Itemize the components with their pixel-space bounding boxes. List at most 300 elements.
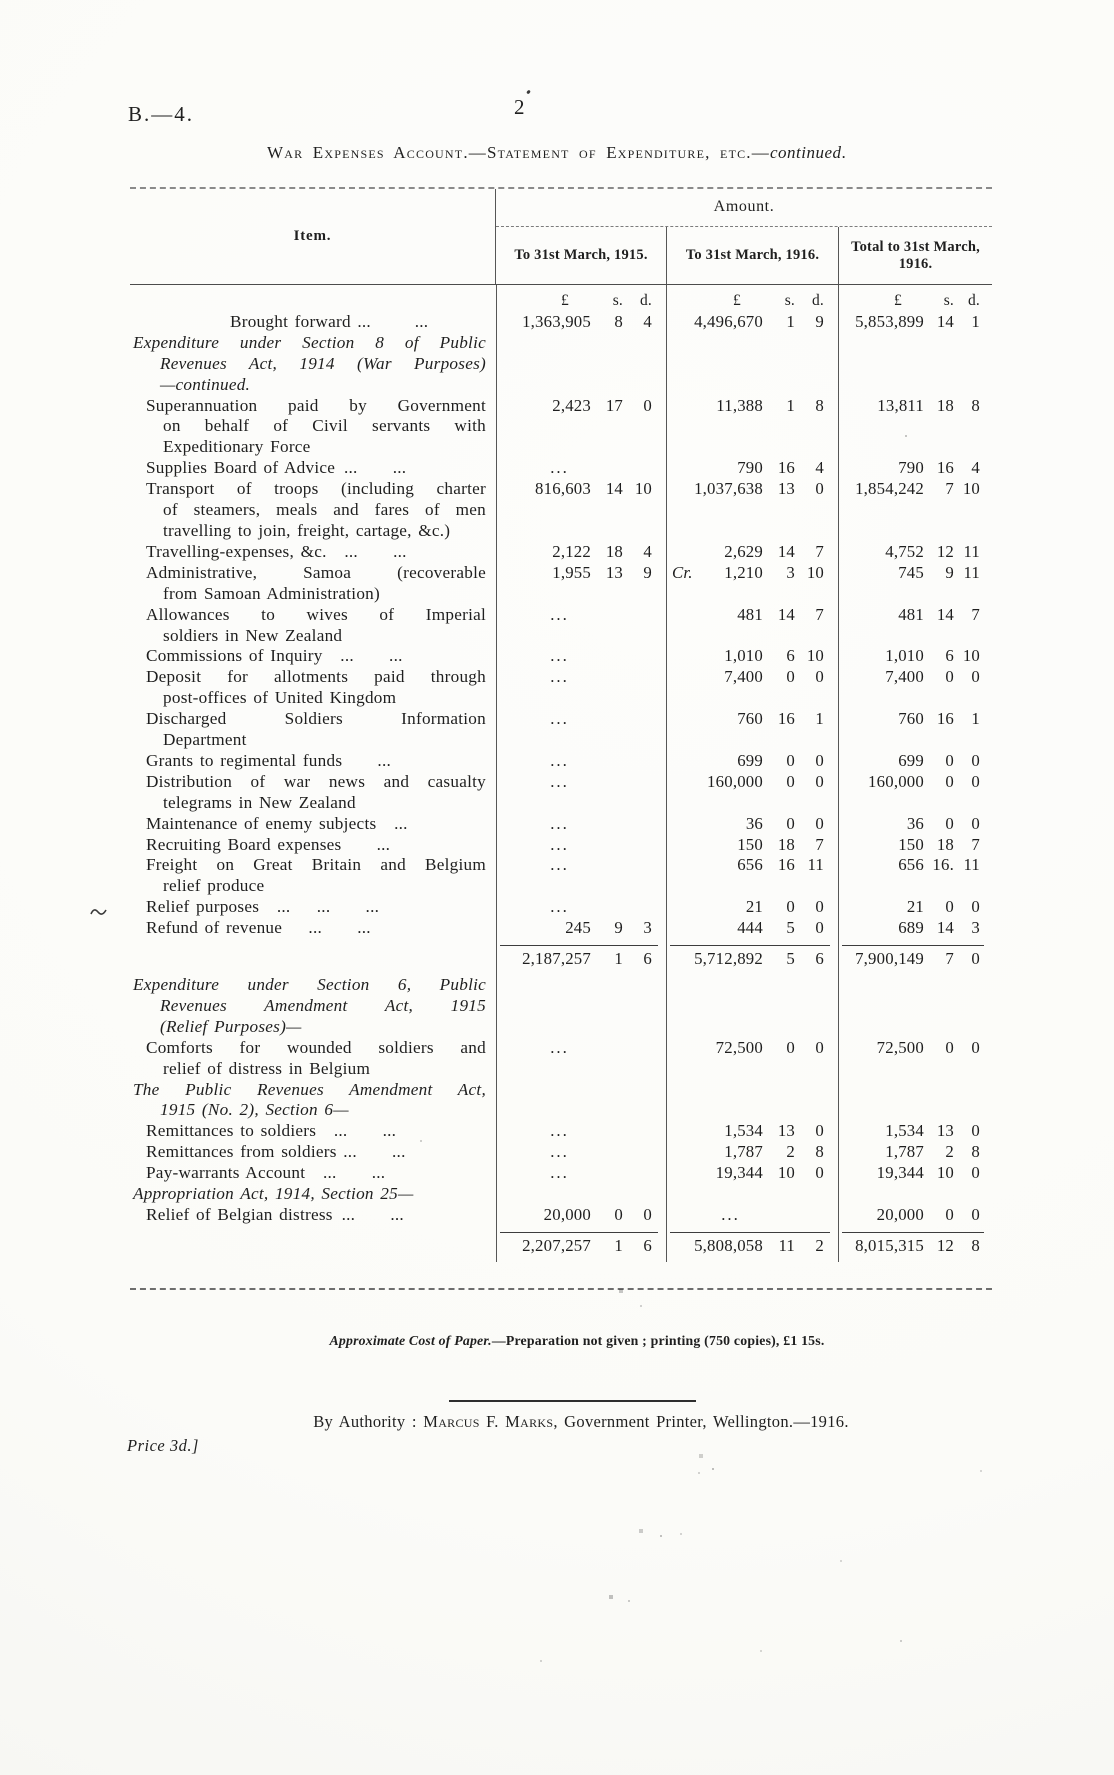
pounds: 13,811 [877,395,924,415]
page-number: 2 [514,95,525,119]
amount-cell-total [838,396,992,459]
shillings: 1 [614,949,623,969]
pence: 0 [971,667,980,687]
item-cell [130,975,496,1038]
amount-cell-1916 [666,1184,838,1205]
amount-cell-1916 [666,458,838,479]
item-cell [130,1226,496,1262]
amount-cell-1915 [496,396,666,459]
amount-value [667,709,838,730]
amount-value [839,542,992,563]
pence: 7 [971,604,980,624]
empty-amount-dots: ... [550,750,569,770]
amount-cell-1916 [666,1142,838,1163]
item-cell [130,1142,496,1163]
pence: 0 [971,1163,980,1183]
amount-cell-1915 [496,1205,666,1226]
amount-value [497,1142,666,1163]
shillings: 0 [945,1204,954,1224]
amount-value [667,1205,838,1226]
pence: 8 [971,1142,980,1162]
amount-value [839,855,992,876]
empty-amount-dots: ... [550,604,569,624]
item-text-line: Remittances to soldiers ... ... [146,1121,397,1141]
amount-cell-1916 [666,1226,838,1262]
shillings: 12 [936,541,954,561]
amount-cell-total [838,479,992,542]
price-label: Price 3d.] [127,1436,199,1455]
amount-value [667,897,838,918]
amount-cell-1916 [666,709,838,751]
item-text-line: Transport of troops (including charter [146,479,486,499]
amount-value [667,1121,838,1142]
amount-value [497,458,666,479]
item-cell [130,1184,496,1205]
pence: 0 [971,750,980,770]
pounds: 36 [906,813,924,833]
amount-value [667,918,838,939]
pounds: 760 [898,709,924,729]
amount-cell-1916 [666,312,838,333]
amount-cell-1916 [666,918,838,939]
amount-value [839,1142,992,1163]
table-row [130,709,992,751]
amount-value [839,751,992,772]
empty-amount-dots: ... [550,1142,569,1162]
amount-cell-1915 [496,1038,666,1080]
amount-value [839,396,992,417]
amount-cell-1916 [666,772,838,814]
amount-cell-total [838,939,992,975]
pounds: 1,210 [724,562,763,582]
table-row [130,479,992,542]
table-row [130,1205,992,1226]
pence: 0 [815,750,824,770]
amount-cell-1915 [496,918,666,939]
amount-value [839,772,992,793]
pounds: 444 [737,918,763,938]
amount-value [839,709,992,730]
item-text-line: soldiers in New Zealand [163,625,343,645]
table-row [130,1163,992,1184]
table-body [130,285,992,1288]
amount-cell-total [838,1142,992,1163]
item-cell [130,1080,496,1122]
amount-cell-1915 [496,333,666,396]
shillings: 7 [945,479,954,499]
table-row [130,312,992,333]
shillings: 0 [786,897,795,917]
pounds: 7,400 [885,667,924,687]
amount-value [497,814,666,835]
shillings: 7 [945,949,954,969]
pence: 0 [643,395,652,415]
amount-cell-1916 [666,814,838,835]
pounds: 1,854,242 [855,479,924,499]
pounds: 699 [898,750,924,770]
amount-cell-total [838,835,992,856]
authority-suffix: , Government Printer, Wellington.—1916. [553,1412,849,1431]
pounds: 1,955 [552,562,591,582]
item-cell [130,855,496,897]
table-row [130,285,992,312]
currency-heading [839,285,992,312]
amount-cell-total [838,1184,992,1205]
item-cell [130,1121,496,1142]
shillings: 0 [786,667,795,687]
amount-value [839,1163,992,1184]
pence: 10 [962,479,980,499]
column-header-1916: To 31st March, 1916. [666,227,838,284]
table-row [130,333,992,396]
item-text-line: telegrams in New Zealand [163,792,356,812]
table-row [130,667,992,709]
amount-cell-total [838,751,992,772]
amount-value [839,646,992,667]
amount-value [497,479,666,500]
amount-value [839,918,992,939]
pence: 6 [815,949,824,969]
table-row [130,814,992,835]
amount-cell-1915 [496,709,666,751]
amount-cell-1915 [496,1226,666,1262]
table-row [130,1121,992,1142]
item-text-line: Revenues Act, 1914 (War Purposes) [160,353,486,373]
pounds: 4,752 [885,541,924,561]
pounds: 245 [565,918,591,938]
pounds: 481 [737,604,763,624]
pounds: 20,000 [543,1204,591,1224]
amount-cell-1916 [666,605,838,647]
pounds: 1,787 [724,1142,763,1162]
amount-value [839,897,992,918]
shillings: 13 [605,562,623,582]
amount-value [667,1142,838,1163]
ink-speck [526,90,531,95]
amount-cell-1915 [496,479,666,542]
shillings: 14 [777,541,795,561]
table-row [130,772,992,814]
amount-cell-1915 [496,855,666,897]
shillings: 16. [932,855,954,875]
amount-cell-1915 [496,563,666,605]
pence: 9 [815,311,824,331]
shillings: 5 [786,918,795,938]
pence: 3 [971,918,980,938]
amount-cell-1916 [666,1038,838,1080]
pence: 0 [815,479,824,499]
amount-cell-1915 [496,1080,666,1122]
amount-cell-1915 [496,835,666,856]
amount-value [839,1236,992,1257]
shillings: 0 [945,771,954,791]
currency-heading [497,285,666,312]
item-text-line: Allowances to wives of Imperial [146,604,486,624]
table-row [130,855,992,897]
pence: 11 [963,855,980,875]
pence: 10 [962,646,980,666]
item-text-line: Administrative, Samoa (recoverable [146,562,486,582]
shillings: 18 [777,834,795,854]
table-row [130,458,992,479]
pounds: 481 [898,604,924,624]
sum-rule [842,945,984,946]
item-cell [130,772,496,814]
pounds: 36 [745,813,763,833]
amount-cell-total [838,855,992,897]
empty-amount-dots: ... [550,855,569,875]
pence: 1 [971,709,980,729]
pence: 7 [815,604,824,624]
item-text-line: (Relief Purposes)— [160,1016,302,1036]
empty-amount-dots: ... [721,1204,740,1224]
pence: 0 [971,949,980,969]
empty-amount-dots: ... [550,771,569,791]
amount-value [497,918,666,939]
amount-cell-1915 [496,667,666,709]
shillings: 6 [945,646,954,666]
amount-cell-total [838,563,992,605]
item-cell [130,312,496,333]
shillings-symbol: s. [943,292,954,309]
pounds: 1,010 [885,646,924,666]
amount-cell-total [838,605,992,647]
pounds: 1,534 [885,1121,924,1141]
amount-value [839,835,992,856]
cost-note-text: —Preparation not given ; printing (750 copies), £1 15s. [491,1333,825,1348]
table-row [130,1142,992,1163]
item-text-line: Superannuation paid by Government [146,395,486,415]
empty-amount-dots: ... [550,458,569,478]
pence: 3 [643,918,652,938]
empty-amount-dots: ... [550,709,569,729]
pence: 4 [815,458,824,478]
amount-value [667,479,838,500]
amount-cell-1915 [496,1142,666,1163]
amount-value [667,396,838,417]
amount-cell-1915 [496,751,666,772]
amount-cell-1915 [496,542,666,563]
table-row [130,563,992,605]
pounds: 699 [737,750,763,770]
empty-amount-dots: ... [550,1163,569,1183]
scan-noise [0,0,2,2]
item-text-line: Revenues Amendment Act, 1915 [160,995,486,1015]
amount-cell-1916 [666,751,838,772]
item-cell [130,1205,496,1226]
pounds: 150 [737,834,763,854]
footer-divider [449,1400,696,1402]
document-reference: B.—4. [128,102,195,126]
shillings: 0 [786,1037,795,1057]
amount-value [497,312,666,333]
pence-symbol: d. [811,292,824,309]
item-cell [130,939,496,975]
sum-rule [842,1232,984,1233]
amount-cell-total [838,772,992,814]
table-row [130,835,992,856]
pounds: 21 [745,897,763,917]
authority-line [0,1412,1114,1432]
table-row [130,751,992,772]
pence-symbol: d. [967,292,980,309]
shillings: 10 [936,1163,954,1183]
amount-cell-total [838,814,992,835]
item-text-line: post-offices of United Kingdom [163,688,397,708]
authority-printer-name: Marcus F. Marks [423,1412,554,1431]
amount-cell-total [838,312,992,333]
item-text-line: Grants to regimental funds ... [146,750,392,770]
cost-note-label: Approximate Cost of Paper. [329,1333,492,1348]
pounds: 20,000 [876,1204,924,1224]
shillings: 3 [786,562,795,582]
shillings-symbol: s. [612,292,623,309]
amount-cell-total [838,667,992,709]
pounds: 160,000 [868,771,924,791]
amount-value [839,563,992,584]
table-row [130,1226,992,1262]
item-text-line: Distribution of war news and casualty [146,771,486,791]
amount-cell-total [838,1121,992,1142]
amount-cell-total [838,1038,992,1080]
amount-cell-1916 [666,542,838,563]
item-text-line: Expenditure under Section 6, Public [133,975,486,994]
item-text-line: Relief purposes ... ... ... [146,897,380,917]
pence: 0 [643,1204,652,1224]
shillings: 18 [936,395,954,415]
amount-value [497,772,666,793]
pence: 0 [971,1204,980,1224]
empty-amount-dots: ... [550,897,569,917]
amount-cell-1915 [496,1184,666,1205]
amount-cell-1915 [496,814,666,835]
pounds: 160,000 [707,771,763,791]
table-row [130,1038,992,1080]
sum-rule [500,945,658,946]
pounds: 7,900,149 [855,949,924,969]
item-cell [130,897,496,918]
currency-heading [667,285,838,312]
amount-value [497,949,666,970]
pence: 0 [815,897,824,917]
amount-cell-1916 [666,975,838,1038]
shillings: 0 [614,1204,623,1224]
item-text-line: Relief of Belgian distress ... ... [146,1204,404,1224]
shillings: 14 [936,918,954,938]
pound-symbol: £ [733,292,741,309]
pence: 10 [806,646,824,666]
pounds: 1,010 [724,646,763,666]
item-text-line: Maintenance of enemy subjects ... [146,813,408,833]
pence: 7 [971,834,980,854]
shillings: 0 [786,813,795,833]
item-cell [130,709,496,751]
pounds: 21 [906,897,924,917]
amount-value [497,563,666,584]
amount-cell-total [838,1163,992,1184]
amount-cell-1915 [496,646,666,667]
amount-subheaders [496,227,992,284]
shillings: 0 [945,813,954,833]
amount-cell-1915 [496,975,666,1038]
pounds: 1,534 [724,1121,763,1141]
shillings: 18 [936,834,954,854]
amount-cell-total [838,975,992,1038]
pounds: 7,400 [724,667,763,687]
pounds: 5,853,899 [855,311,924,331]
table-row [130,1184,992,1205]
shillings: 14 [605,479,623,499]
amount-cell-total [838,285,992,312]
cost-of-paper-note [0,1333,1114,1349]
pence: 0 [815,771,824,791]
pence: 0 [971,771,980,791]
amount-value [667,949,838,970]
amount-value [497,605,666,626]
amount-value [839,814,992,835]
shillings: 18 [605,541,623,561]
pounds: 72,500 [715,1037,763,1057]
amount-value [667,458,838,479]
pence: 7 [815,541,824,561]
amount-cell-1915 [496,458,666,479]
amount-value [839,458,992,479]
item-text-line: travelling to join, freight, cartage, &c.) [163,520,451,540]
item-cell [130,396,496,459]
shillings: 16 [777,709,795,729]
pence: 8 [815,1142,824,1162]
pence: 0 [971,813,980,833]
pence: 0 [971,897,980,917]
item-text-line: Commissions of Inquiry ... ... [146,646,403,666]
pounds: 790 [898,458,924,478]
item-text-line: Remittances from soldiers ... ... [146,1142,406,1162]
shillings: 0 [786,771,795,791]
column-header-item: Item. [293,228,332,244]
shillings: 0 [945,1037,954,1057]
amount-value [497,1236,666,1257]
amount-value [497,646,666,667]
shillings: 17 [605,395,623,415]
empty-amount-dots: ... [550,667,569,687]
item-text-line: 1915 (No. 2), Section 6— [160,1100,349,1120]
amount-cell-1916 [666,396,838,459]
item-text-line: Expenditure under Section 8 of Public [133,332,486,352]
pence: 4 [971,458,980,478]
pence: 1 [815,709,824,729]
amount-value [667,1038,838,1059]
shillings: 2 [786,1142,795,1162]
shillings: 6 [786,646,795,666]
table-row [130,396,992,459]
pounds: 689 [898,918,924,938]
table-header [130,189,992,285]
amount-cell-1916 [666,285,838,312]
item-text-line: The Public Revenues Amendment Act, [133,1079,486,1099]
table-row [130,897,992,918]
pence: 8 [971,395,980,415]
pounds: 1,363,905 [522,311,591,331]
item-text-line: Recruiting Board expenses ... [146,834,391,854]
credit-prefix: Cr. [672,562,693,582]
table-row [130,1080,992,1122]
amount-cell-total [838,897,992,918]
amount-cell-1915 [496,605,666,647]
table-row [130,975,992,1038]
pounds: 656 [898,855,924,875]
amount-cell-1916 [666,1163,838,1184]
amount-cell-1916 [666,479,838,542]
